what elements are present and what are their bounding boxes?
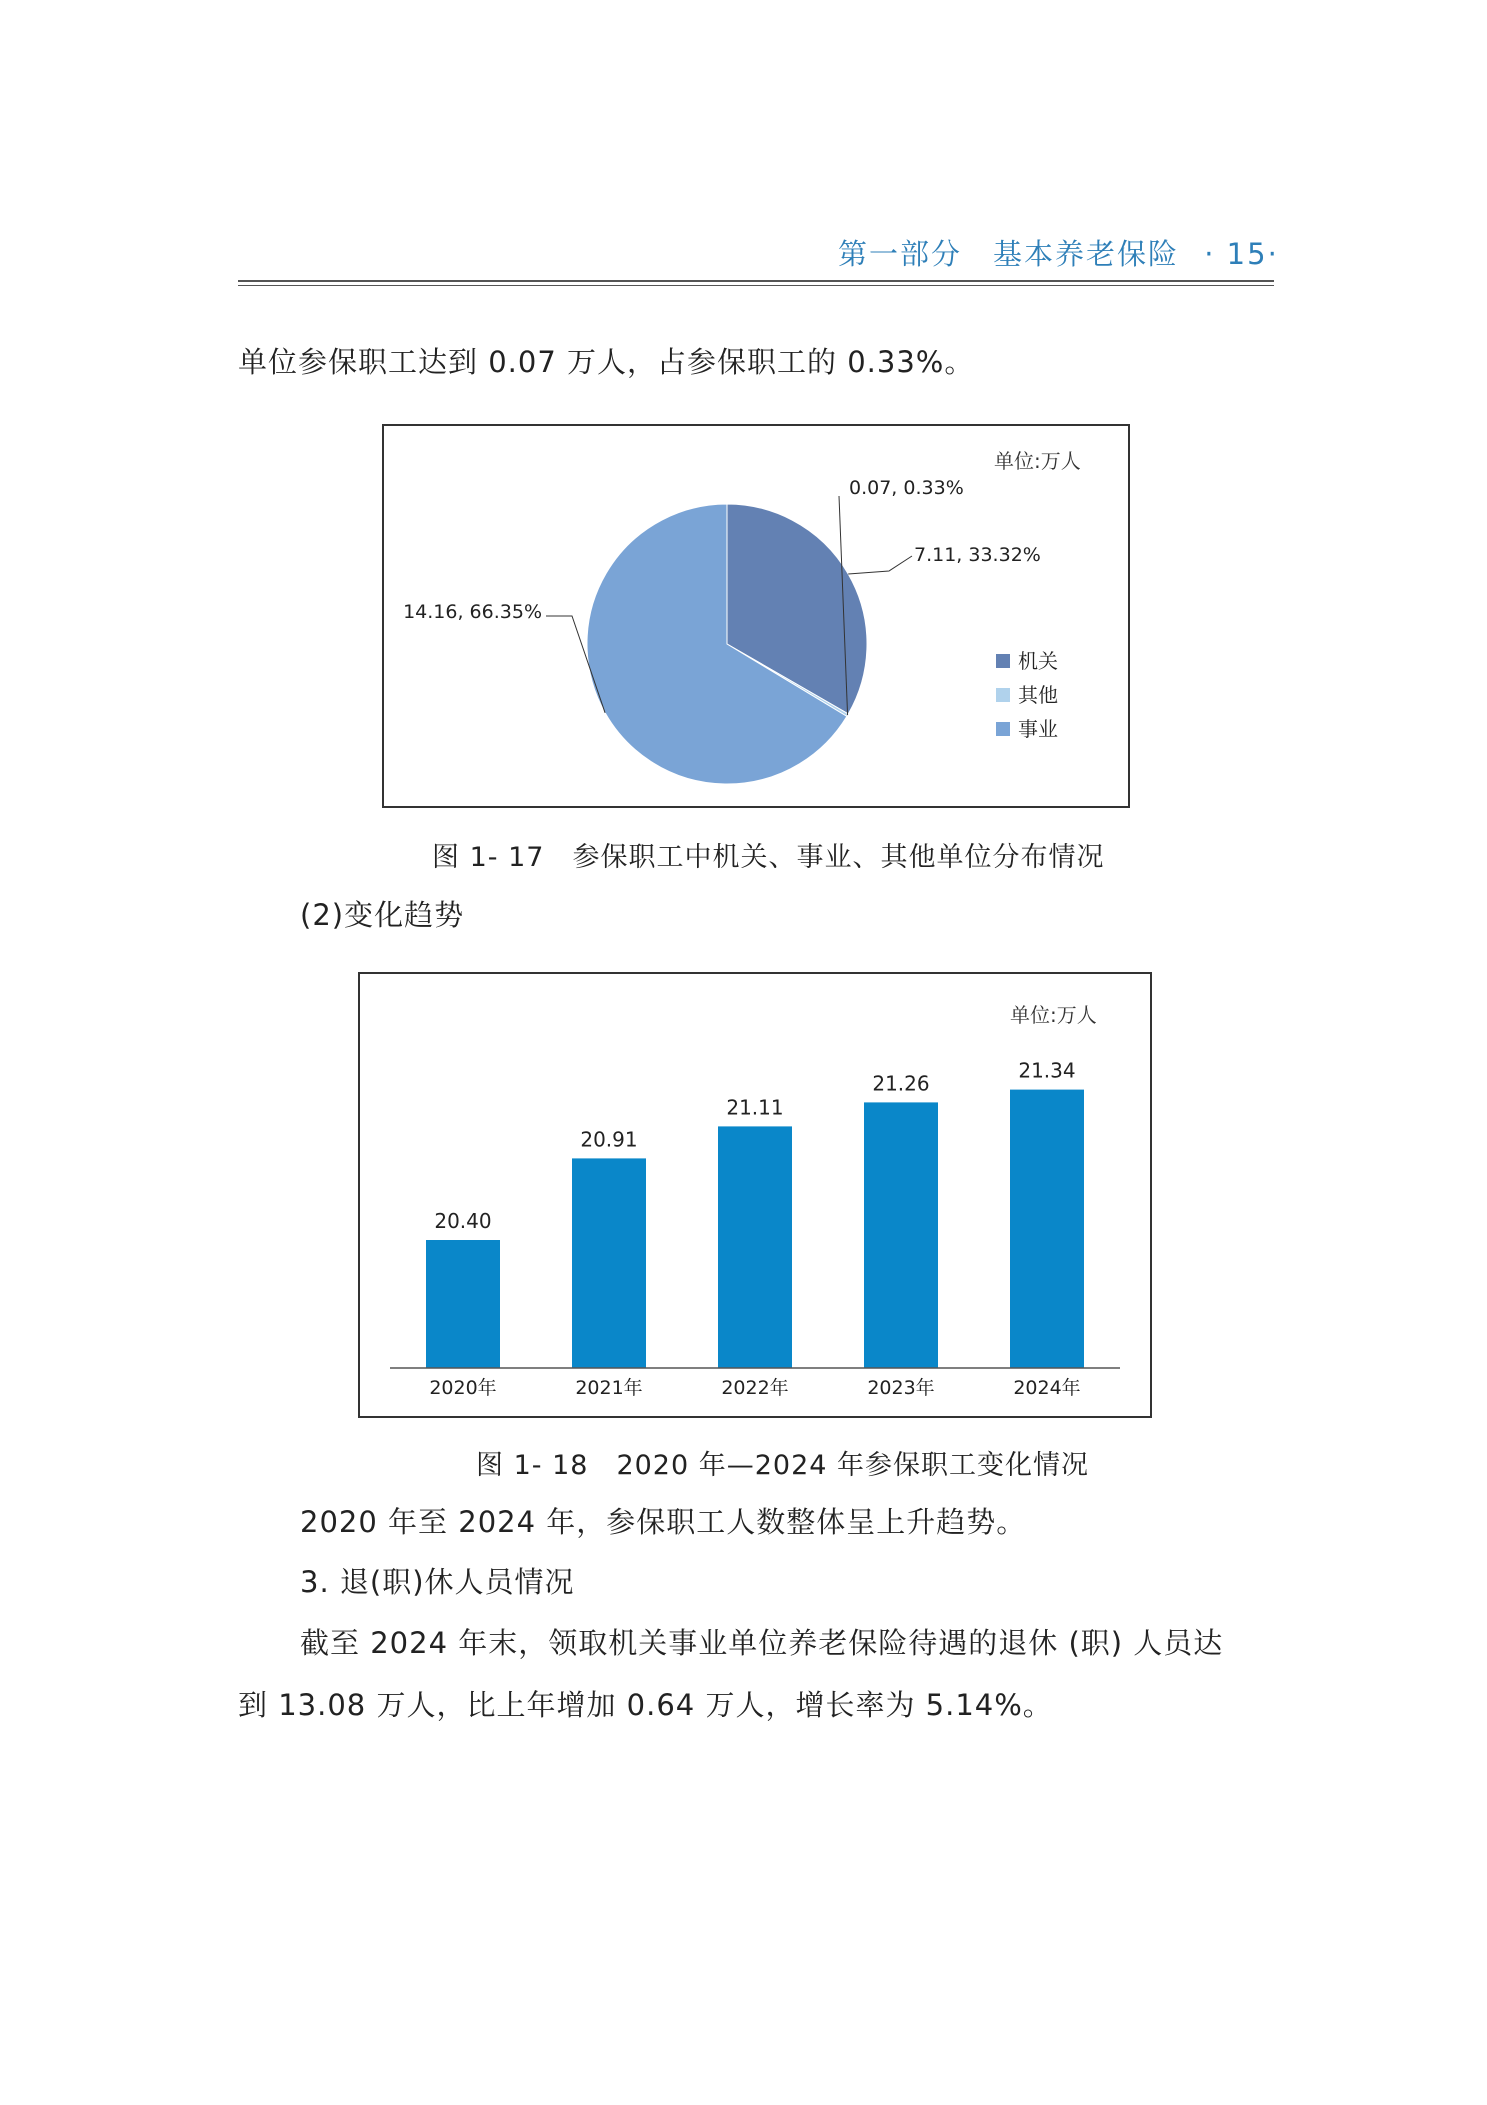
- pie-unit-label: 单位:万人: [994, 449, 1081, 473]
- pie-data-label-1: 0.07, 0.33%: [849, 477, 964, 499]
- paragraph-3-line-2: 到 13.08 万人，比上年增加 0.64 万人，增长率为 5.14%。: [238, 1688, 1053, 1722]
- legend-swatch-0: [996, 654, 1010, 668]
- legend-label-0: 机关: [1018, 649, 1058, 673]
- figure-17-caption: 图 1- 17 参保职工中机关、事业、其他单位分布情况: [432, 842, 1105, 873]
- bar-value-label-3: 21.26: [872, 1071, 930, 1096]
- bar-1: [572, 1158, 646, 1368]
- figure-18-caption: 图 1- 18 2020 年—2024 年参保职工变化情况: [476, 1450, 1090, 1481]
- bar-3: [864, 1102, 938, 1368]
- paragraph-1: 单位参保职工达到 0.07 万人，占参保职工的 0.33%。: [238, 345, 975, 379]
- header-section: 第一部分 基本养老保险: [838, 237, 1180, 271]
- subheading-trend: (2)变化趋势: [300, 898, 465, 932]
- bar-category-label-1: 2021年: [575, 1377, 643, 1399]
- bar-category-label-0: 2020年: [429, 1377, 497, 1399]
- bar-4: [1010, 1090, 1084, 1368]
- pie-chart: [384, 426, 1128, 806]
- bar-chart-frame: [358, 972, 1152, 1418]
- bar-category-label-3: 2023年: [867, 1377, 935, 1399]
- bar-value-label-4: 21.34: [1018, 1058, 1076, 1083]
- running-header: [838, 232, 1279, 273]
- bar-0: [426, 1240, 500, 1368]
- pie-chart-frame: [382, 424, 1130, 808]
- bar-2: [718, 1126, 792, 1368]
- legend-label-1: 其他: [1018, 683, 1058, 707]
- bar-category-label-4: 2024年: [1013, 1377, 1081, 1399]
- header-rule: [238, 280, 1274, 282]
- legend-swatch-2: [996, 722, 1010, 736]
- pie-data-label-2: 14.16, 66.35%: [403, 601, 542, 623]
- bar-value-label-2: 21.11: [726, 1095, 784, 1120]
- bar-category-label-2: 2022年: [721, 1377, 789, 1399]
- paragraph-3-line-1: 截至 2024 年末，领取机关事业单位养老保险待遇的退休 (职) 人员达: [300, 1626, 1224, 1660]
- legend-label-2: 事业: [1018, 717, 1058, 741]
- section-heading-retirees: 3. 退(职)休人员情况: [300, 1565, 575, 1599]
- bar-chart: [360, 974, 1150, 1416]
- pie-leader-line-0: [848, 556, 912, 574]
- legend-swatch-1: [996, 688, 1010, 702]
- header-page-number: · 15·: [1204, 237, 1279, 271]
- header-rule-thin: [238, 285, 1274, 286]
- bar-unit-label: 单位:万人: [1010, 1003, 1097, 1027]
- pie-data-label-0: 7.11, 33.32%: [914, 544, 1041, 566]
- bar-value-label-0: 20.40: [434, 1209, 492, 1233]
- bar-value-label-1: 20.91: [580, 1127, 638, 1152]
- paragraph-2: 2020 年至 2024 年，参保职工人数整体呈上升趋势。: [300, 1505, 1027, 1539]
